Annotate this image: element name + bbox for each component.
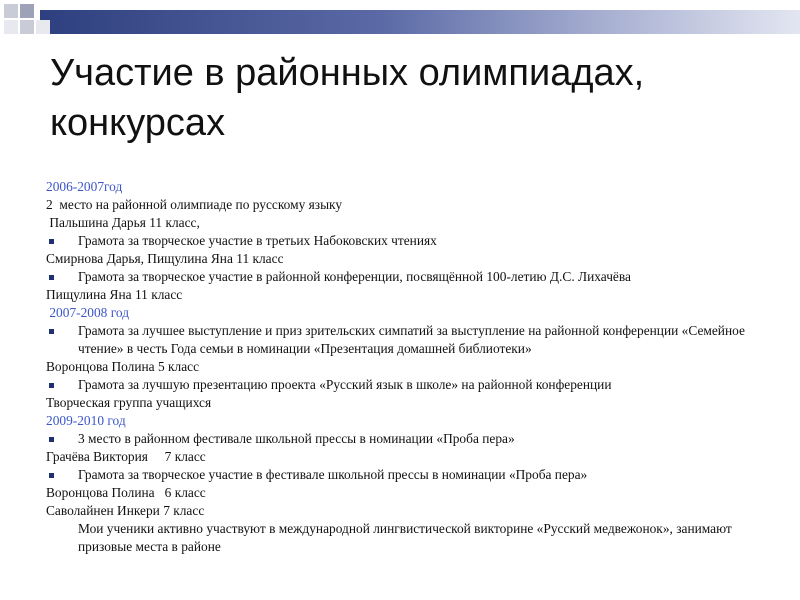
decor-square — [4, 4, 18, 18]
bullet-square-icon — [49, 275, 54, 280]
bullet-text: 3 место в районном фестивале школьной прессы в номинации «Проба пера» — [78, 431, 515, 446]
bullet-text: Грамота за лучшее выступление и приз зрительских симпатий за выступление на районной конференции «Семейное чтение» в честь Года семьи в номинации «Презентация домашней библиотеки» — [78, 323, 749, 356]
bullet-item — [46, 466, 746, 484]
bullet-item — [46, 322, 749, 358]
decor-square — [36, 20, 50, 34]
bullet-item — [46, 268, 746, 286]
decor-square — [20, 20, 34, 34]
bullet-item — [46, 232, 746, 250]
bullet-text: Грамота за творческое участие в третьих Набоковских чтениях — [78, 233, 437, 248]
header-band — [40, 10, 800, 34]
bullet-square-icon — [49, 383, 54, 388]
bullet-square-icon — [49, 473, 54, 478]
text-line: Саволайнен Инкери 7 класс — [46, 503, 205, 518]
bullet-text: Грамота за творческое участие в фестивале школьной прессы в номинации «Проба пера» — [78, 467, 588, 482]
slide-title: Участие в районных олимпиадах, конкурсах — [50, 52, 645, 144]
text-line: Грачёва Виктория 7 класс — [46, 449, 206, 464]
text-line: Пальшина Дарья 11 класс, — [46, 215, 200, 230]
text-line: Творческая группа учащихся — [46, 395, 212, 410]
year-heading: 2007-2008 год — [46, 305, 130, 320]
bullet-square-icon — [49, 437, 54, 442]
text-line: Пищулина Яна 11 класс — [46, 287, 183, 302]
decor-square — [20, 4, 34, 18]
bullet-square-icon — [49, 239, 54, 244]
bullet-square-icon — [49, 329, 54, 334]
decor-square — [4, 20, 18, 34]
bullet-item — [46, 376, 746, 394]
year-heading: 2009-2010 год — [46, 413, 126, 428]
text-line: 2 место на районной олимпиаде по русскому языку — [46, 197, 343, 212]
bullet-text: Грамота за лучшую презентацию проекта «Русский язык в школе» на районной конференции — [78, 377, 612, 392]
slide-content — [46, 178, 749, 556]
year-heading: 2006-2007год — [46, 179, 123, 194]
text-line: Воронцова Полина 6 класс — [46, 485, 206, 500]
text-line: Воронцова Полина 5 класс — [46, 359, 200, 374]
bullet-text: Грамота за творческое участие в районной конференции, посвящённой 100-летию Д.С. Лихачёва — [78, 269, 631, 284]
bullet-item — [46, 430, 746, 448]
text-line: Смирнова Дарья, Пищулина Яна 11 класс — [46, 251, 284, 266]
closing-paragraph: Мои ученики активно участвуют в международной лингвистической викторине «Русский медвежонок», занимают призовые места в районе — [78, 521, 736, 554]
